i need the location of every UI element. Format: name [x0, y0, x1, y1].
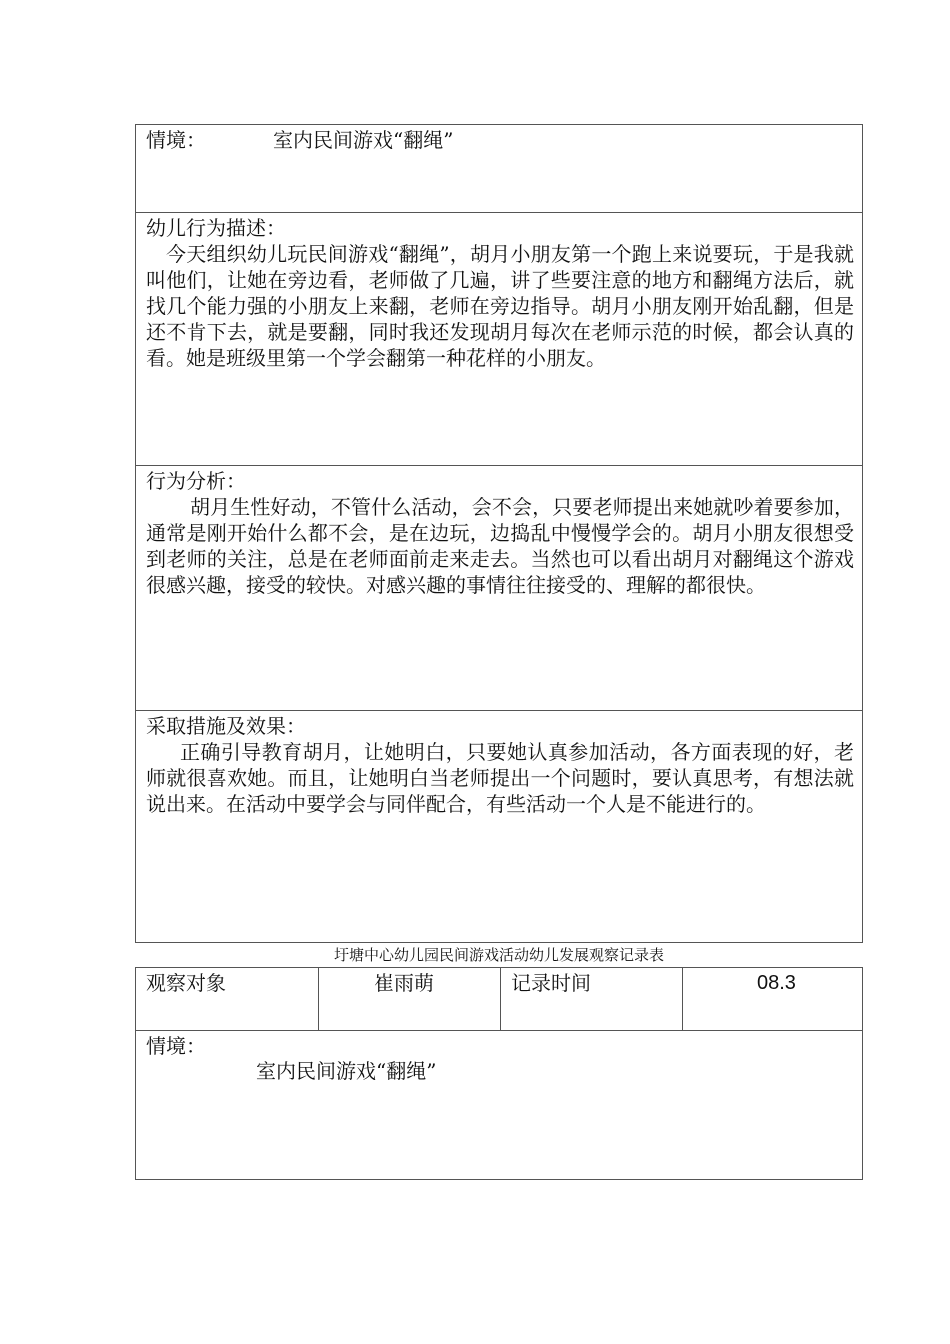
behavior-description-label: 幼儿行为描述：: [146, 216, 286, 240]
situation-value: 室内民间游戏“翻绳”: [273, 128, 454, 152]
situation-label: 情境：: [146, 128, 206, 152]
behavior-analysis-label: 行为分析：: [146, 469, 246, 493]
observation-record-table-1: [135, 124, 863, 943]
behavior-description-row: [136, 212, 862, 465]
behavior-description-text: 今天组织幼儿玩民间游戏“翻绳”，胡月小朋友第一个跑上来说要玩，于是我就叫他们，让她在旁边看，老师做了几遍，讲了些要注意的地方和翻绳方法后，就找几个能力强的小朋友上来翻，老师在旁边指导。胡月小朋友刚开始乱翻，但是还不肯下去，就是要翻，同时我还发现胡月每次在老师示范的时候，都会认真的看。她是班级里第一个学会翻第一种花样的小朋友。: [146, 242, 854, 370]
time-value-cell: [682, 968, 862, 1030]
measures-row: [136, 710, 862, 942]
time-label: 记录时间: [511, 971, 591, 995]
measures-text: 正确引导教育胡月，让她明白，只要她认真参加活动，各方面表现的好，老师就很喜欢她。而且，让她明白当老师提出一个问题时，要认真思考，有想法就说出来。在活动中要学会与同伴配合，有些活动一个人是不能进行的。: [146, 740, 854, 816]
subject-value: 崔雨萌: [374, 971, 434, 995]
measures-label: 采取措施及效果：: [146, 714, 306, 738]
situation-row: [136, 125, 862, 212]
time-label-cell: [500, 968, 682, 1030]
record-table-title: 圩塘中心幼儿园民间游戏活动幼儿发展观察记录表: [333, 946, 664, 964]
header-row: [136, 968, 862, 1030]
observation-record-table-2: [135, 967, 863, 1180]
situation-value-2: 室内民间游戏“翻绳”: [256, 1059, 437, 1083]
subject-label-cell: [136, 968, 318, 1030]
subject-label: 观察对象: [146, 971, 226, 995]
behavior-analysis-text: 胡月生性好动，不管什么活动，会不会，只要老师提出来她就吵着要参加，通常是刚开始什么都不会，是在边玩，边捣乱中慢慢学会的。胡月小朋友很想受到老师的关注，总是在老师面前走来走去。当然也可以看出胡月对翻绳这个游戏很感兴趣，接受的较快。对感兴趣的事情往往接受的、理解的都很快。: [146, 495, 854, 597]
situation-label-2: 情境：: [146, 1034, 206, 1058]
behavior-analysis-row: [136, 465, 862, 710]
time-value: 08.3: [757, 972, 796, 994]
situation-row-2: [136, 1030, 862, 1179]
subject-value-cell: [318, 968, 500, 1030]
